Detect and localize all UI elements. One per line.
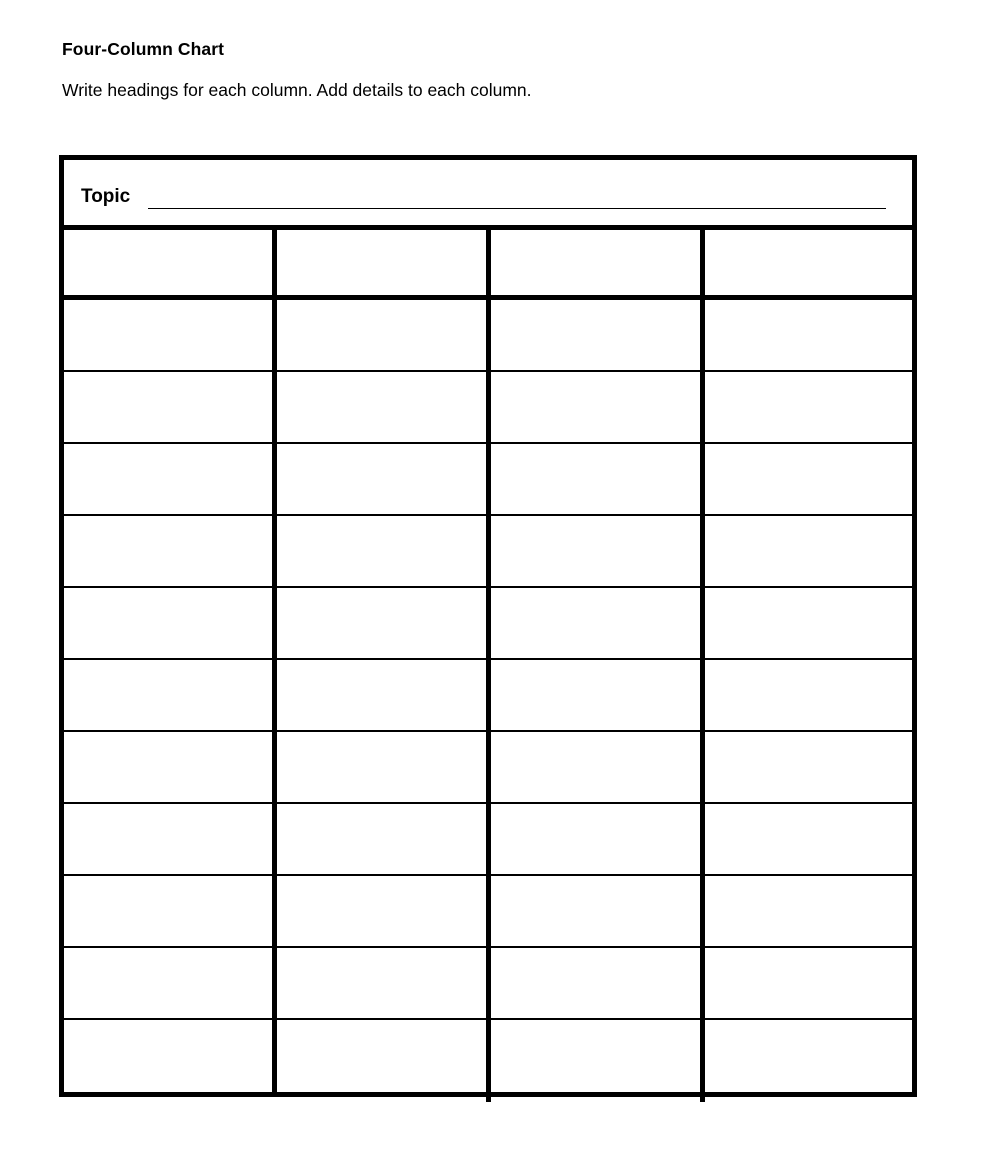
body-cell[interactable] [488,588,702,658]
body-cell[interactable] [64,588,274,658]
body-cell[interactable] [702,1020,912,1092]
body-cell[interactable] [64,372,274,442]
body-cell[interactable] [64,876,274,946]
body-cell[interactable] [274,300,488,370]
body-cell[interactable] [702,300,912,370]
topic-label: Topic [81,186,131,207]
body-cell[interactable] [274,876,488,946]
body-cell[interactable] [274,732,488,802]
body-cell[interactable] [702,588,912,658]
body-cell[interactable] [488,1020,702,1092]
body-cell[interactable] [488,300,702,370]
body-cell[interactable] [64,804,274,874]
body-cell[interactable] [274,588,488,658]
body-cell[interactable] [64,516,274,586]
body-cell[interactable] [702,732,912,802]
column-divider-3 [700,230,705,1102]
heading-cell-1[interactable] [64,230,274,295]
body-cell[interactable] [702,876,912,946]
body-cell[interactable] [702,372,912,442]
body-cell[interactable] [274,804,488,874]
four-column-chart-table [59,155,917,1097]
body-cell[interactable] [64,300,274,370]
body-cell[interactable] [488,948,702,1018]
instructions-text: Write headings for each column. Add details to each column. [62,80,532,100]
body-cell[interactable] [702,804,912,874]
body-cell[interactable] [64,948,274,1018]
body-cell[interactable] [702,516,912,586]
body-cell[interactable] [488,372,702,442]
topic-row [64,160,912,230]
body-cell[interactable] [274,660,488,730]
body-cell[interactable] [488,876,702,946]
body-cell[interactable] [274,1020,488,1092]
body-cell[interactable] [488,660,702,730]
body-cell[interactable] [64,732,274,802]
heading-cell-4[interactable] [702,230,912,295]
body-cell[interactable] [488,732,702,802]
body-cell[interactable] [274,948,488,1018]
body-cell[interactable] [488,444,702,514]
heading-cell-3[interactable] [488,230,702,295]
body-cell[interactable] [64,444,274,514]
body-cell[interactable] [488,804,702,874]
body-cell[interactable] [274,516,488,586]
column-divider-2 [486,230,491,1102]
body-cell[interactable] [274,444,488,514]
heading-cell-2[interactable] [274,230,488,295]
body-cell[interactable] [488,516,702,586]
topic-write-on-line[interactable] [148,208,886,209]
column-divider-1 [272,230,277,1092]
page-title: Four-Column Chart [62,39,225,59]
body-cell[interactable] [64,1020,274,1092]
body-cell[interactable] [702,444,912,514]
body-cell[interactable] [702,948,912,1018]
body-cell[interactable] [702,660,912,730]
body-cell[interactable] [274,372,488,442]
body-cell[interactable] [64,660,274,730]
